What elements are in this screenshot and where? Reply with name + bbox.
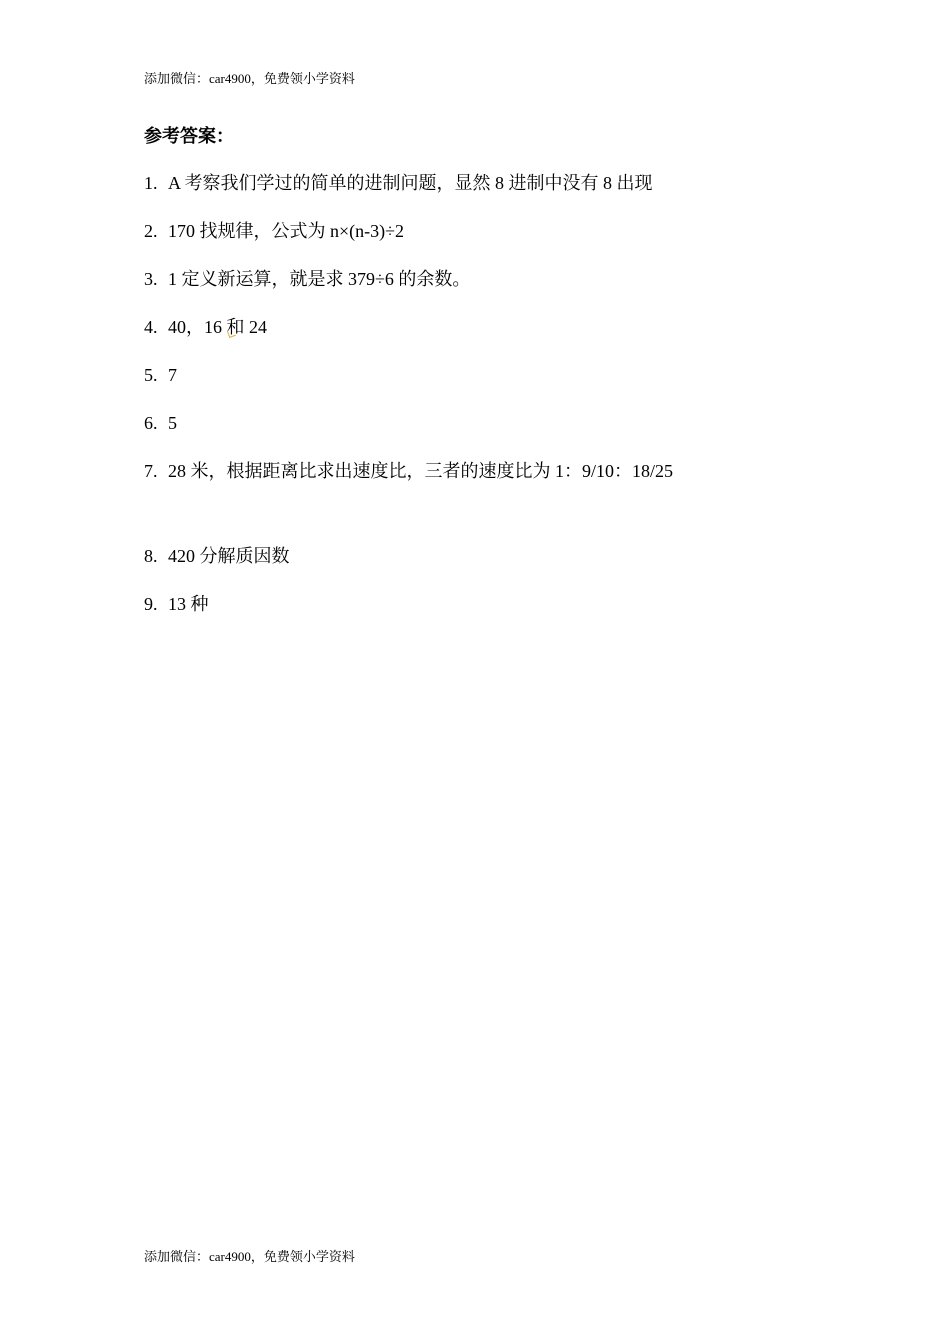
- answer-item: [144, 219, 404, 243]
- answer-text: 7: [168, 365, 177, 385]
- answer-item: [144, 171, 653, 195]
- answer-item: [144, 363, 177, 387]
- answer-item: [144, 411, 177, 435]
- answer-text: 40，16 和 24: [168, 317, 267, 337]
- answer-item: [144, 544, 290, 568]
- answer-number: 7.: [144, 461, 158, 481]
- answer-number: 4.: [144, 317, 158, 337]
- footer-note: 添加微信：car4900，免费领小学资料: [144, 1249, 355, 1264]
- answer-item: [144, 267, 470, 291]
- answer-number: 9.: [144, 594, 158, 614]
- answer-number: 8.: [144, 546, 158, 566]
- answer-text: 28 米，根据距离比求出速度比，三者的速度比为 1：9/10：18/25: [168, 461, 673, 481]
- answer-text: A 考察我们学过的简单的进制问题，显然 8 进制中没有 8 出现: [168, 173, 653, 193]
- section-title: 参考答案：: [144, 126, 234, 147]
- answer-item: [144, 592, 209, 616]
- answer-number: 1.: [144, 173, 158, 193]
- answer-item: [144, 315, 267, 339]
- answer-text: 5: [168, 413, 177, 433]
- answer-text: 420 分解质因数: [168, 546, 290, 566]
- answer-text: 1 定义新运算，就是求 379÷6 的余数。: [168, 269, 471, 289]
- answer-text: 13 种: [168, 594, 209, 614]
- answer-number: 2.: [144, 221, 158, 241]
- answer-text: 170 找规律，公式为 n×(n-3)÷2: [168, 221, 405, 241]
- answer-number: 5.: [144, 365, 158, 385]
- header-note: 添加微信：car4900，免费领小学资料: [144, 71, 355, 86]
- answer-number: 3.: [144, 269, 158, 289]
- answer-item: [144, 459, 673, 483]
- answer-number: 6.: [144, 413, 158, 433]
